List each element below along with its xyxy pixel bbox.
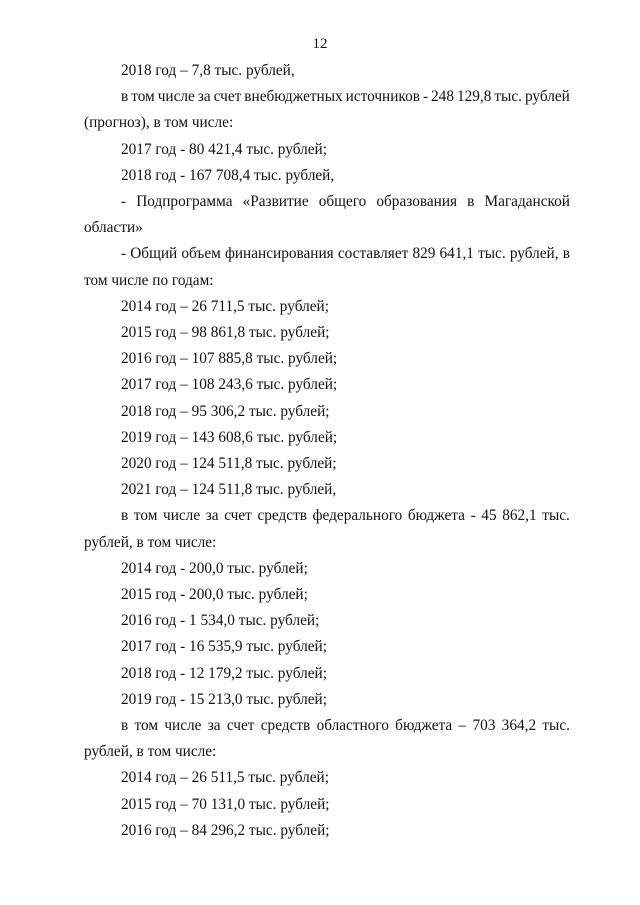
paragraph-first-line (84, 189, 570, 215)
word: тыс. (542, 717, 570, 735)
word: числе (157, 88, 195, 106)
word: в (562, 245, 570, 263)
word: бюджета (407, 507, 465, 525)
text-line: рублей, в том числе: (84, 533, 217, 551)
word: – (458, 717, 467, 735)
word: в (121, 717, 129, 735)
text-line-indented: 2018 год – 7,8 тыс. рублей, (121, 62, 295, 79)
word: средств (260, 717, 311, 735)
text-line-indented: 2019 год - 15 213,0 тыс. рублей; (121, 690, 327, 708)
word: за (197, 88, 211, 106)
text-line-indented: 2015 год – 98 861,8 тыс. рублей; (121, 324, 330, 342)
word: за (207, 717, 221, 735)
word: том (133, 507, 158, 525)
text-line-indented: 2015 год – 70 131,0 тыс. рублей; (121, 795, 330, 813)
word: счет (226, 717, 255, 735)
word: в (121, 88, 129, 106)
word: источников (345, 88, 420, 106)
word: объем (181, 245, 221, 263)
word: Подпрограмма (136, 193, 233, 211)
text-line-indented: 2018 год - 167 708,4 тыс. рублей, (121, 166, 335, 184)
text-line-indented: 2015 год - 200,0 тыс. рублей; (121, 586, 308, 604)
word: средств (257, 507, 307, 525)
text-line: том числе по годам: (84, 271, 214, 289)
paragraph-first-line (84, 241, 570, 267)
text-line-indented: 2018 год – 95 306,2 тыс. рублей; (121, 402, 330, 420)
word: рублей, (509, 245, 559, 263)
word: в (121, 507, 129, 525)
word: финансирования (224, 245, 334, 263)
document-body (84, 58, 570, 844)
word: том (131, 88, 155, 106)
word: тыс. (542, 507, 570, 525)
word: - (121, 245, 127, 263)
word: Общий (130, 245, 178, 263)
word: внебюджетных (244, 88, 343, 106)
word: тыс. (478, 245, 506, 263)
word: бюджета (395, 717, 453, 735)
word: том (134, 717, 159, 735)
text-line: рублей, в том числе: (84, 743, 217, 761)
word: счет (213, 88, 242, 106)
text-line-indented: 2017 год - 16 535,9 тыс. рублей; (121, 638, 327, 656)
text-line-indented: 2018 год - 12 179,2 тыс. рублей; (121, 664, 327, 682)
word: Магаданской (484, 193, 570, 211)
paragraph-first-line (84, 503, 570, 529)
word: рублей (524, 88, 570, 106)
text-line-indented: 2016 год – 84 296,2 тыс. рублей; (121, 821, 330, 839)
text-line-indented: 2019 год – 143 608,6 тыс. рублей; (121, 428, 338, 446)
word: числе (164, 717, 202, 735)
word: «Развитие (242, 193, 309, 211)
word: числе (163, 507, 201, 525)
word: 703 (472, 717, 496, 735)
text-line-indented: 2021 год – 124 511,8 тыс. рублей, (121, 481, 337, 499)
text-line-indented: 2014 год – 26 511,5 тыс. рублей; (121, 769, 329, 787)
text-line-indented: 2017 год – 108 243,6 тыс. рублей; (121, 376, 338, 394)
word: составляет (337, 245, 409, 263)
word: за (205, 507, 219, 525)
word: 862,1 (502, 507, 537, 525)
word: 45 (481, 507, 497, 525)
word: - (121, 193, 127, 211)
word: счет (224, 507, 252, 525)
page-number: 12 (312, 36, 328, 52)
word: 364,2 (501, 717, 537, 735)
word: тыс. (494, 88, 522, 106)
word: в (467, 193, 475, 211)
text-line-indented: 2016 год – 107 885,8 тыс. рублей; (121, 350, 338, 368)
word: - (422, 88, 429, 106)
word: 829 (412, 245, 436, 263)
text-line-indented: 2014 год - 200,0 тыс. рублей; (121, 559, 308, 577)
text-line-indented: 2017 год - 80 421,4 тыс. рублей; (121, 140, 327, 158)
paragraph-first-line (84, 84, 570, 110)
word: - (470, 507, 476, 525)
word: 641,1 (439, 245, 474, 263)
word: федерального (312, 507, 403, 525)
paragraph-first-line (84, 713, 570, 739)
word: областного (316, 717, 389, 735)
text-line-indented: 2014 год – 26 711,5 тыс. рублей; (121, 297, 329, 315)
word: 248 (431, 88, 454, 106)
word: 129,8 (456, 88, 492, 106)
word: общего (318, 193, 367, 211)
text-line: (прогноз), в том числе: (84, 114, 234, 132)
text-line: области» (84, 219, 143, 237)
text-line-indented: 2020 год – 124 511,8 тыс. рублей; (121, 455, 337, 473)
word: образования (376, 193, 458, 211)
text-line-indented: 2016 год - 1 534,0 тыс. рублей; (121, 612, 320, 630)
